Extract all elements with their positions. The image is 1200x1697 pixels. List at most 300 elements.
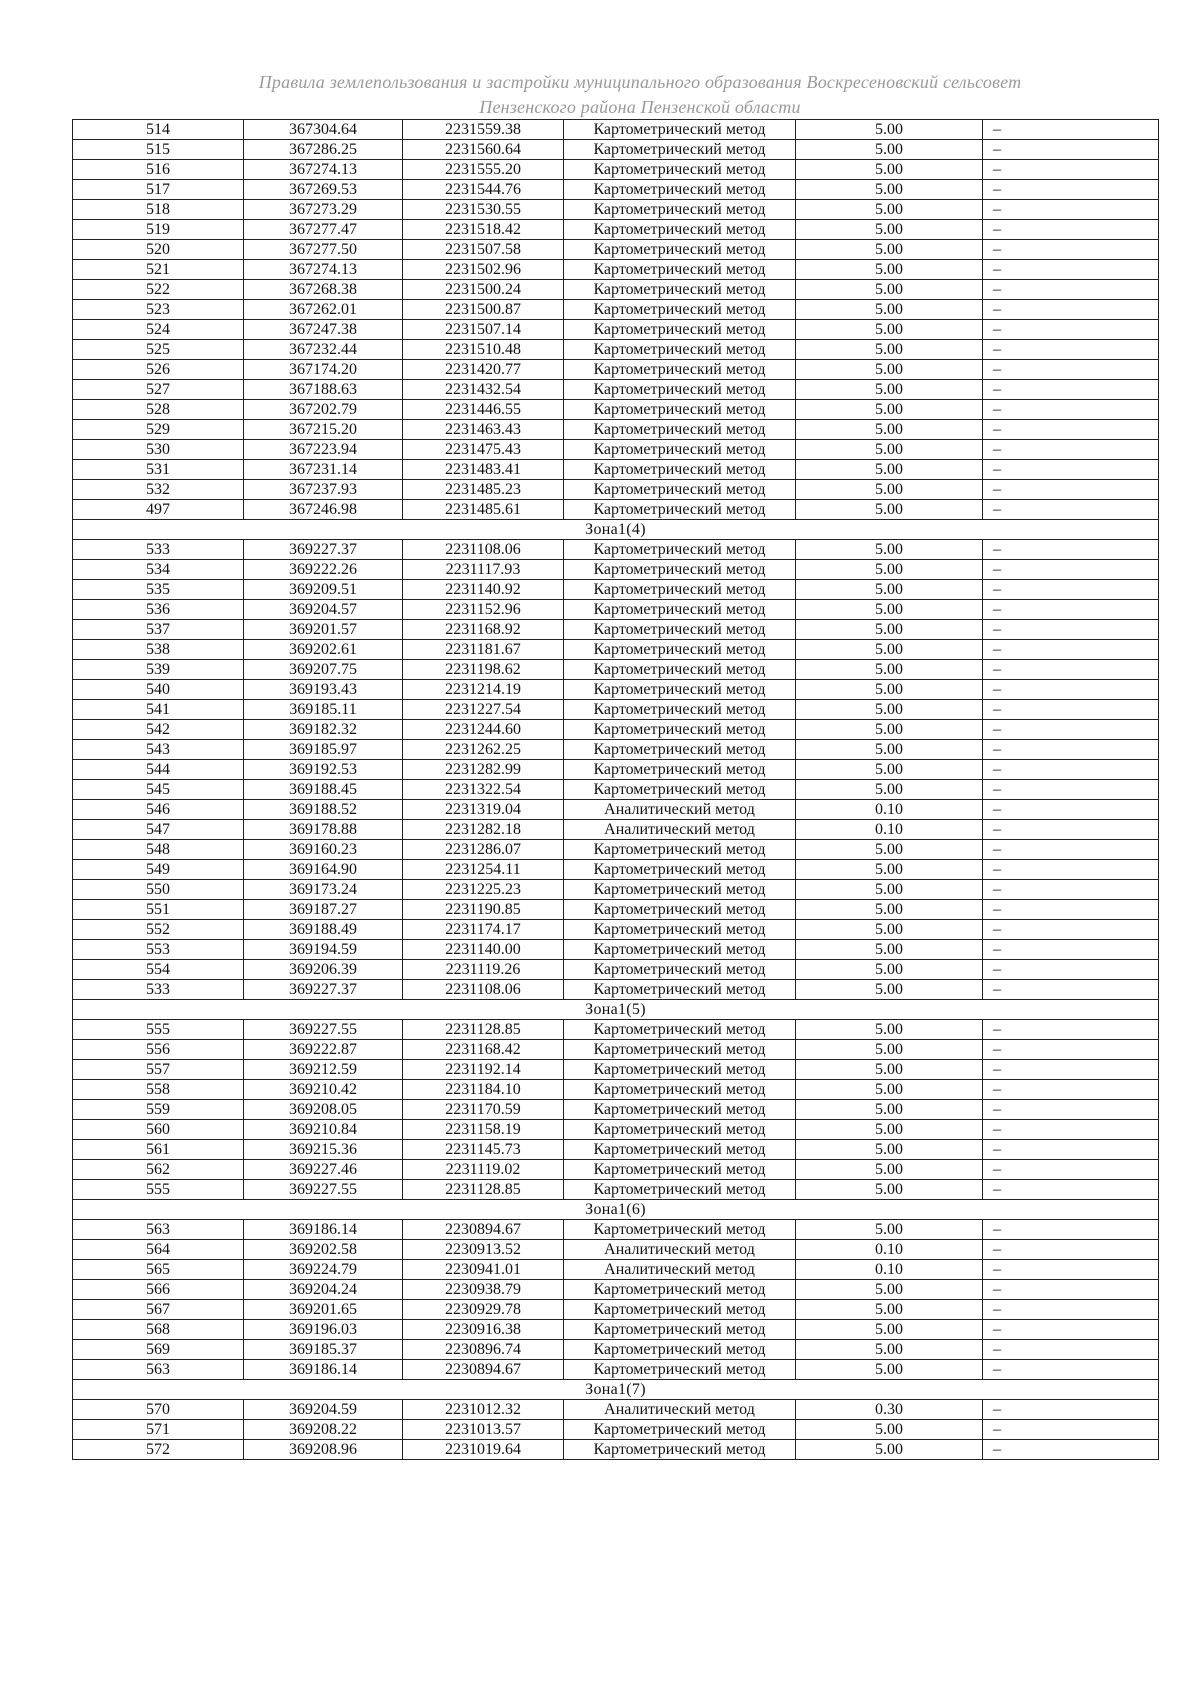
table-row <box>73 720 1159 740</box>
accuracy-cell: 5.00 <box>796 1340 983 1360</box>
x-coordinate-cell: 369227.55 <box>244 1180 403 1200</box>
point-number-cell: 543 <box>73 740 244 760</box>
x-coordinate-cell: 369182.32 <box>244 720 403 740</box>
note-cell: – <box>983 1120 1159 1140</box>
point-number-cell: 529 <box>73 420 244 440</box>
note-cell: – <box>983 480 1159 500</box>
x-coordinate-cell: 367237.93 <box>244 480 403 500</box>
note-cell: – <box>983 940 1159 960</box>
accuracy-cell: 5.00 <box>796 1020 983 1040</box>
method-cell: Картометрический метод <box>564 200 796 220</box>
note-cell: – <box>983 540 1159 560</box>
point-number-cell: 548 <box>73 840 244 860</box>
table-row <box>73 1360 1159 1380</box>
note-cell: – <box>983 1300 1159 1320</box>
method-cell: Картометрический метод <box>564 660 796 680</box>
note-cell: – <box>983 680 1159 700</box>
accuracy-cell: 5.00 <box>796 1320 983 1340</box>
table-row <box>73 1320 1159 1340</box>
note-cell: – <box>983 1180 1159 1200</box>
table-row <box>73 980 1159 1000</box>
method-cell: Картометрический метод <box>564 1180 796 1200</box>
method-cell: Картометрический метод <box>564 720 796 740</box>
point-number-cell: 553 <box>73 940 244 960</box>
accuracy-cell: 5.00 <box>796 740 983 760</box>
accuracy-cell: 5.00 <box>796 540 983 560</box>
note-cell: – <box>983 1100 1159 1120</box>
x-coordinate-cell: 369185.37 <box>244 1340 403 1360</box>
accuracy-cell: 0.10 <box>796 1260 983 1280</box>
y-coordinate-cell: 2231262.25 <box>403 740 564 760</box>
point-number-cell: 539 <box>73 660 244 680</box>
y-coordinate-cell: 2231544.76 <box>403 180 564 200</box>
note-cell: – <box>983 500 1159 520</box>
point-number-cell: 515 <box>73 140 244 160</box>
y-coordinate-cell: 2231319.04 <box>403 800 564 820</box>
note-cell: – <box>983 400 1159 420</box>
x-coordinate-cell: 369201.57 <box>244 620 403 640</box>
method-cell: Картометрический метод <box>564 680 796 700</box>
accuracy-cell: 5.00 <box>796 400 983 420</box>
x-coordinate-cell: 367277.50 <box>244 240 403 260</box>
table-row <box>73 780 1159 800</box>
point-number-cell: 521 <box>73 260 244 280</box>
table-row <box>73 1020 1159 1040</box>
note-cell: – <box>983 120 1159 140</box>
x-coordinate-cell: 367232.44 <box>244 340 403 360</box>
table-row <box>73 620 1159 640</box>
x-coordinate-cell: 369204.57 <box>244 600 403 620</box>
accuracy-cell: 0.30 <box>796 1400 983 1420</box>
note-cell: – <box>983 300 1159 320</box>
point-number-cell: 518 <box>73 200 244 220</box>
accuracy-cell: 5.00 <box>796 980 983 1000</box>
note-cell: – <box>983 260 1159 280</box>
method-cell: Картометрический метод <box>564 620 796 640</box>
y-coordinate-cell: 2230929.78 <box>403 1300 564 1320</box>
method-cell: Картометрический метод <box>564 300 796 320</box>
point-number-cell: 533 <box>73 980 244 1000</box>
y-coordinate-cell: 2231108.06 <box>403 980 564 1000</box>
table-row <box>73 500 1159 520</box>
x-coordinate-cell: 369192.53 <box>244 760 403 780</box>
note-cell: – <box>983 900 1159 920</box>
zone-label: Зона1(7) <box>73 1380 1159 1400</box>
coordinates-table-body <box>73 120 1159 1460</box>
table-row <box>73 400 1159 420</box>
point-number-cell: 540 <box>73 680 244 700</box>
accuracy-cell: 5.00 <box>796 600 983 620</box>
y-coordinate-cell: 2230894.67 <box>403 1220 564 1240</box>
note-cell: – <box>983 1260 1159 1280</box>
accuracy-cell: 5.00 <box>796 880 983 900</box>
x-coordinate-cell: 367262.01 <box>244 300 403 320</box>
method-cell: Картометрический метод <box>564 500 796 520</box>
method-cell: Картометрический метод <box>564 740 796 760</box>
point-number-cell: 537 <box>73 620 244 640</box>
point-number-cell: 568 <box>73 1320 244 1340</box>
accuracy-cell: 5.00 <box>796 1040 983 1060</box>
note-cell: – <box>983 460 1159 480</box>
accuracy-cell: 5.00 <box>796 360 983 380</box>
point-number-cell: 558 <box>73 1080 244 1100</box>
y-coordinate-cell: 2231152.96 <box>403 600 564 620</box>
y-coordinate-cell: 2230894.67 <box>403 1360 564 1380</box>
point-number-cell: 557 <box>73 1060 244 1080</box>
x-coordinate-cell: 369188.52 <box>244 800 403 820</box>
x-coordinate-cell: 369193.43 <box>244 680 403 700</box>
point-number-cell: 516 <box>73 160 244 180</box>
point-number-cell: 527 <box>73 380 244 400</box>
y-coordinate-cell: 2231192.14 <box>403 1060 564 1080</box>
y-coordinate-cell: 2231168.42 <box>403 1040 564 1060</box>
table-row <box>73 820 1159 840</box>
note-cell: – <box>983 700 1159 720</box>
note-cell: – <box>983 1240 1159 1260</box>
y-coordinate-cell: 2231254.11 <box>403 860 564 880</box>
zone-label: Зона1(4) <box>73 520 1159 540</box>
point-number-cell: 560 <box>73 1120 244 1140</box>
x-coordinate-cell: 369208.05 <box>244 1100 403 1120</box>
note-cell: – <box>983 280 1159 300</box>
x-coordinate-cell: 369207.75 <box>244 660 403 680</box>
method-cell: Картометрический метод <box>564 320 796 340</box>
y-coordinate-cell: 2230913.52 <box>403 1240 564 1260</box>
accuracy-cell: 5.00 <box>796 960 983 980</box>
table-row <box>73 680 1159 700</box>
x-coordinate-cell: 369208.96 <box>244 1440 403 1460</box>
table-row <box>73 760 1159 780</box>
point-number-cell: 550 <box>73 880 244 900</box>
note-cell: – <box>983 1060 1159 1080</box>
point-number-cell: 532 <box>73 480 244 500</box>
x-coordinate-cell: 369206.39 <box>244 960 403 980</box>
x-coordinate-cell: 369185.11 <box>244 700 403 720</box>
y-coordinate-cell: 2231181.67 <box>403 640 564 660</box>
table-row <box>73 380 1159 400</box>
accuracy-cell: 5.00 <box>796 920 983 940</box>
zone-header-row <box>73 1200 1159 1220</box>
y-coordinate-cell: 2231019.64 <box>403 1440 564 1460</box>
table-row <box>73 1340 1159 1360</box>
method-cell: Аналитический метод <box>564 1400 796 1420</box>
table-row <box>73 540 1159 560</box>
x-coordinate-cell: 367304.64 <box>244 120 403 140</box>
point-number-cell: 563 <box>73 1360 244 1380</box>
y-coordinate-cell: 2231485.61 <box>403 500 564 520</box>
x-coordinate-cell: 369186.14 <box>244 1360 403 1380</box>
accuracy-cell: 5.00 <box>796 1180 983 1200</box>
x-coordinate-cell: 369227.37 <box>244 540 403 560</box>
x-coordinate-cell: 367286.25 <box>244 140 403 160</box>
x-coordinate-cell: 369187.27 <box>244 900 403 920</box>
x-coordinate-cell: 369186.14 <box>244 1220 403 1240</box>
y-coordinate-cell: 2230938.79 <box>403 1280 564 1300</box>
method-cell: Картометрический метод <box>564 380 796 400</box>
accuracy-cell: 5.00 <box>796 1220 983 1240</box>
point-number-cell: 544 <box>73 760 244 780</box>
method-cell: Картометрический метод <box>564 400 796 420</box>
y-coordinate-cell: 2231140.92 <box>403 580 564 600</box>
point-number-cell: 542 <box>73 720 244 740</box>
y-coordinate-cell: 2230916.38 <box>403 1320 564 1340</box>
table-row <box>73 320 1159 340</box>
y-coordinate-cell: 2231184.10 <box>403 1080 564 1100</box>
point-number-cell: 569 <box>73 1340 244 1360</box>
x-coordinate-cell: 369208.22 <box>244 1420 403 1440</box>
y-coordinate-cell: 2231225.23 <box>403 880 564 900</box>
table-row <box>73 460 1159 480</box>
note-cell: – <box>983 780 1159 800</box>
accuracy-cell: 5.00 <box>796 1080 983 1100</box>
x-coordinate-cell: 367188.63 <box>244 380 403 400</box>
point-number-cell: 530 <box>73 440 244 460</box>
method-cell: Картометрический метод <box>564 600 796 620</box>
table-row <box>73 180 1159 200</box>
x-coordinate-cell: 369224.79 <box>244 1260 403 1280</box>
note-cell: – <box>983 820 1159 840</box>
method-cell: Картометрический метод <box>564 1220 796 1240</box>
point-number-cell: 555 <box>73 1180 244 1200</box>
point-number-cell: 565 <box>73 1260 244 1280</box>
note-cell: – <box>983 740 1159 760</box>
note-cell: – <box>983 600 1159 620</box>
y-coordinate-cell: 2231518.42 <box>403 220 564 240</box>
x-coordinate-cell: 369212.59 <box>244 1060 403 1080</box>
y-coordinate-cell: 2231128.85 <box>403 1180 564 1200</box>
method-cell: Картометрический метод <box>564 480 796 500</box>
table-row <box>73 1140 1159 1160</box>
method-cell: Картометрический метод <box>564 1060 796 1080</box>
accuracy-cell: 5.00 <box>796 1060 983 1080</box>
accuracy-cell: 5.00 <box>796 380 983 400</box>
y-coordinate-cell: 2231012.32 <box>403 1400 564 1420</box>
x-coordinate-cell: 369185.97 <box>244 740 403 760</box>
x-coordinate-cell: 369188.49 <box>244 920 403 940</box>
y-coordinate-cell: 2231013.57 <box>403 1420 564 1440</box>
y-coordinate-cell: 2231108.06 <box>403 540 564 560</box>
accuracy-cell: 5.00 <box>796 120 983 140</box>
y-coordinate-cell: 2231158.19 <box>403 1120 564 1140</box>
table-row <box>73 1220 1159 1240</box>
table-row <box>73 940 1159 960</box>
accuracy-cell: 5.00 <box>796 660 983 680</box>
method-cell: Картометрический метод <box>564 1320 796 1340</box>
table-row <box>73 560 1159 580</box>
y-coordinate-cell: 2231507.14 <box>403 320 564 340</box>
y-coordinate-cell: 2231128.85 <box>403 1020 564 1040</box>
accuracy-cell: 5.00 <box>796 680 983 700</box>
y-coordinate-cell: 2230896.74 <box>403 1340 564 1360</box>
point-number-cell: 551 <box>73 900 244 920</box>
table-row <box>73 200 1159 220</box>
table-row <box>73 160 1159 180</box>
note-cell: – <box>983 880 1159 900</box>
x-coordinate-cell: 367246.98 <box>244 500 403 520</box>
note-cell: – <box>983 800 1159 820</box>
table-row <box>73 840 1159 860</box>
table-row <box>73 1080 1159 1100</box>
note-cell: – <box>983 980 1159 1000</box>
table-row <box>73 280 1159 300</box>
note-cell: – <box>983 1280 1159 1300</box>
table-row <box>73 920 1159 940</box>
y-coordinate-cell: 2231145.73 <box>403 1140 564 1160</box>
note-cell: – <box>983 1400 1159 1420</box>
point-number-cell: 526 <box>73 360 244 380</box>
note-cell: – <box>983 840 1159 860</box>
note-cell: – <box>983 1040 1159 1060</box>
accuracy-cell: 5.00 <box>796 1120 983 1140</box>
x-coordinate-cell: 369194.59 <box>244 940 403 960</box>
y-coordinate-cell: 2231168.92 <box>403 620 564 640</box>
note-cell: – <box>983 760 1159 780</box>
y-coordinate-cell: 2231322.54 <box>403 780 564 800</box>
accuracy-cell: 5.00 <box>796 260 983 280</box>
method-cell: Картометрический метод <box>564 1300 796 1320</box>
point-number-cell: 541 <box>73 700 244 720</box>
x-coordinate-cell: 369222.87 <box>244 1040 403 1060</box>
table-row <box>73 740 1159 760</box>
accuracy-cell: 5.00 <box>796 160 983 180</box>
table-row <box>73 600 1159 620</box>
table-row <box>73 1420 1159 1440</box>
note-cell: – <box>983 200 1159 220</box>
x-coordinate-cell: 369173.24 <box>244 880 403 900</box>
point-number-cell: 547 <box>73 820 244 840</box>
note-cell: – <box>983 320 1159 340</box>
point-number-cell: 522 <box>73 280 244 300</box>
note-cell: – <box>983 180 1159 200</box>
accuracy-cell: 5.00 <box>796 700 983 720</box>
x-coordinate-cell: 369178.88 <box>244 820 403 840</box>
method-cell: Картометрический метод <box>564 180 796 200</box>
point-number-cell: 559 <box>73 1100 244 1120</box>
accuracy-cell: 5.00 <box>796 860 983 880</box>
y-coordinate-cell: 2231140.00 <box>403 940 564 960</box>
table-row <box>73 960 1159 980</box>
method-cell: Картометрический метод <box>564 1080 796 1100</box>
accuracy-cell: 5.00 <box>796 300 983 320</box>
accuracy-cell: 5.00 <box>796 1300 983 1320</box>
accuracy-cell: 5.00 <box>796 1420 983 1440</box>
table-row <box>73 580 1159 600</box>
accuracy-cell: 0.10 <box>796 820 983 840</box>
x-coordinate-cell: 367223.94 <box>244 440 403 460</box>
note-cell: – <box>983 360 1159 380</box>
x-coordinate-cell: 369227.37 <box>244 980 403 1000</box>
y-coordinate-cell: 2231214.19 <box>403 680 564 700</box>
zone-label: Зона1(6) <box>73 1200 1159 1220</box>
x-coordinate-cell: 367269.53 <box>244 180 403 200</box>
table-row <box>73 420 1159 440</box>
zone-header-row <box>73 1380 1159 1400</box>
note-cell: – <box>983 1020 1159 1040</box>
point-number-cell: 535 <box>73 580 244 600</box>
method-cell: Картометрический метод <box>564 440 796 460</box>
x-coordinate-cell: 369201.65 <box>244 1300 403 1320</box>
y-coordinate-cell: 2231507.58 <box>403 240 564 260</box>
y-coordinate-cell: 2231190.85 <box>403 900 564 920</box>
table-row <box>73 480 1159 500</box>
note-cell: – <box>983 1320 1159 1340</box>
accuracy-cell: 0.10 <box>796 1240 983 1260</box>
table-row <box>73 900 1159 920</box>
table-row <box>73 1100 1159 1120</box>
method-cell: Картометрический метод <box>564 1100 796 1120</box>
method-cell: Картометрический метод <box>564 280 796 300</box>
method-cell: Картометрический метод <box>564 1040 796 1060</box>
note-cell: – <box>983 560 1159 580</box>
x-coordinate-cell: 369227.46 <box>244 1160 403 1180</box>
accuracy-cell: 5.00 <box>796 320 983 340</box>
point-number-cell: 536 <box>73 600 244 620</box>
point-number-cell: 534 <box>73 560 244 580</box>
y-coordinate-cell: 2231174.17 <box>403 920 564 940</box>
x-coordinate-cell: 367174.20 <box>244 360 403 380</box>
note-cell: – <box>983 1360 1159 1380</box>
point-number-cell: 561 <box>73 1140 244 1160</box>
method-cell: Картометрический метод <box>564 340 796 360</box>
method-cell: Картометрический метод <box>564 940 796 960</box>
table-row <box>73 1440 1159 1460</box>
x-coordinate-cell: 367274.13 <box>244 160 403 180</box>
accuracy-cell: 5.00 <box>796 940 983 960</box>
point-number-cell: 572 <box>73 1440 244 1460</box>
x-coordinate-cell: 367273.29 <box>244 200 403 220</box>
method-cell: Картометрический метод <box>564 360 796 380</box>
note-cell: – <box>983 1080 1159 1100</box>
y-coordinate-cell: 2231485.23 <box>403 480 564 500</box>
note-cell: – <box>983 1340 1159 1360</box>
y-coordinate-cell: 2231198.62 <box>403 660 564 680</box>
x-coordinate-cell: 369202.61 <box>244 640 403 660</box>
x-coordinate-cell: 369160.23 <box>244 840 403 860</box>
table-row <box>73 1260 1159 1280</box>
method-cell: Картометрический метод <box>564 580 796 600</box>
table-row <box>73 340 1159 360</box>
accuracy-cell: 5.00 <box>796 580 983 600</box>
note-cell: – <box>983 920 1159 940</box>
method-cell: Картометрический метод <box>564 1340 796 1360</box>
x-coordinate-cell: 367247.38 <box>244 320 403 340</box>
accuracy-cell: 5.00 <box>796 900 983 920</box>
note-cell: – <box>983 240 1159 260</box>
header-line-1: Правила землепользования и застройки муниципального образования Воскресеновский сельсовет <box>258 72 1022 92</box>
method-cell: Картометрический метод <box>564 1140 796 1160</box>
point-number-cell: 531 <box>73 460 244 480</box>
table-row <box>73 1160 1159 1180</box>
y-coordinate-cell: 2231432.54 <box>403 380 564 400</box>
x-coordinate-cell: 369210.42 <box>244 1080 403 1100</box>
accuracy-cell: 5.00 <box>796 480 983 500</box>
note-cell: – <box>983 420 1159 440</box>
point-number-cell: 520 <box>73 240 244 260</box>
method-cell: Картометрический метод <box>564 760 796 780</box>
method-cell: Аналитический метод <box>564 800 796 820</box>
table-row <box>73 240 1159 260</box>
y-coordinate-cell: 2231117.93 <box>403 560 564 580</box>
table-row <box>73 800 1159 820</box>
method-cell: Картометрический метод <box>564 1420 796 1440</box>
note-cell: – <box>983 860 1159 880</box>
method-cell: Аналитический метод <box>564 820 796 840</box>
page-header <box>140 70 1140 120</box>
accuracy-cell: 5.00 <box>796 1280 983 1300</box>
method-cell: Аналитический метод <box>564 1240 796 1260</box>
y-coordinate-cell: 2231463.43 <box>403 420 564 440</box>
x-coordinate-cell: 369164.90 <box>244 860 403 880</box>
